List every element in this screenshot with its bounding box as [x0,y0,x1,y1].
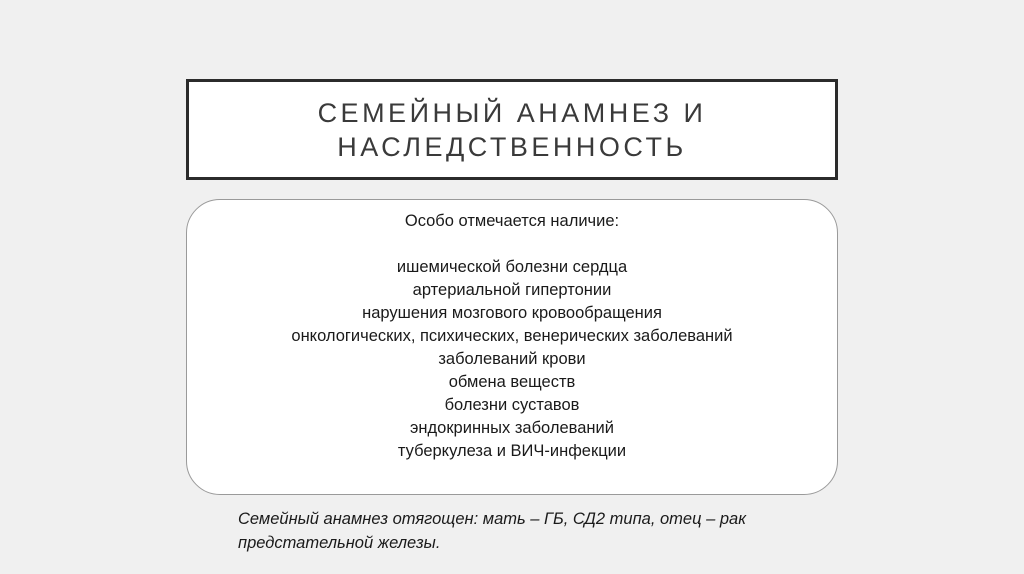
list-item: заболеваний крови [438,350,586,368]
list-item: эндокринных заболеваний [410,419,614,437]
content-list [187,256,837,463]
slide-title [318,96,707,164]
list-item: туберкулеза и ВИЧ-инфекции [397,442,627,460]
content-box [186,199,838,495]
content-intro: Особо отмечается наличие: [404,212,620,230]
slide-title-line-2: НАСЛЕДСТВЕННОСТЬ [337,131,687,162]
list-item: обмена веществ [448,373,576,391]
list-item: нарушения мозгового кровообращения [362,304,662,322]
family-history-note: Семейный анамнез отягощен: мать – ГБ, СД2 типа, отец – рак предстательной железы. [238,510,747,552]
list-item: болезни суставов [444,396,580,414]
list-item: артериальной гипертонии [412,281,612,299]
list-item: ишемической болезни сердца [396,258,628,276]
title-box [186,79,838,180]
slide-title-line-1: СЕМЕЙНЫЙ АНАМНЕЗ И [317,97,707,128]
list-item: онкологических, психических, венерических заболеваний [291,327,733,345]
